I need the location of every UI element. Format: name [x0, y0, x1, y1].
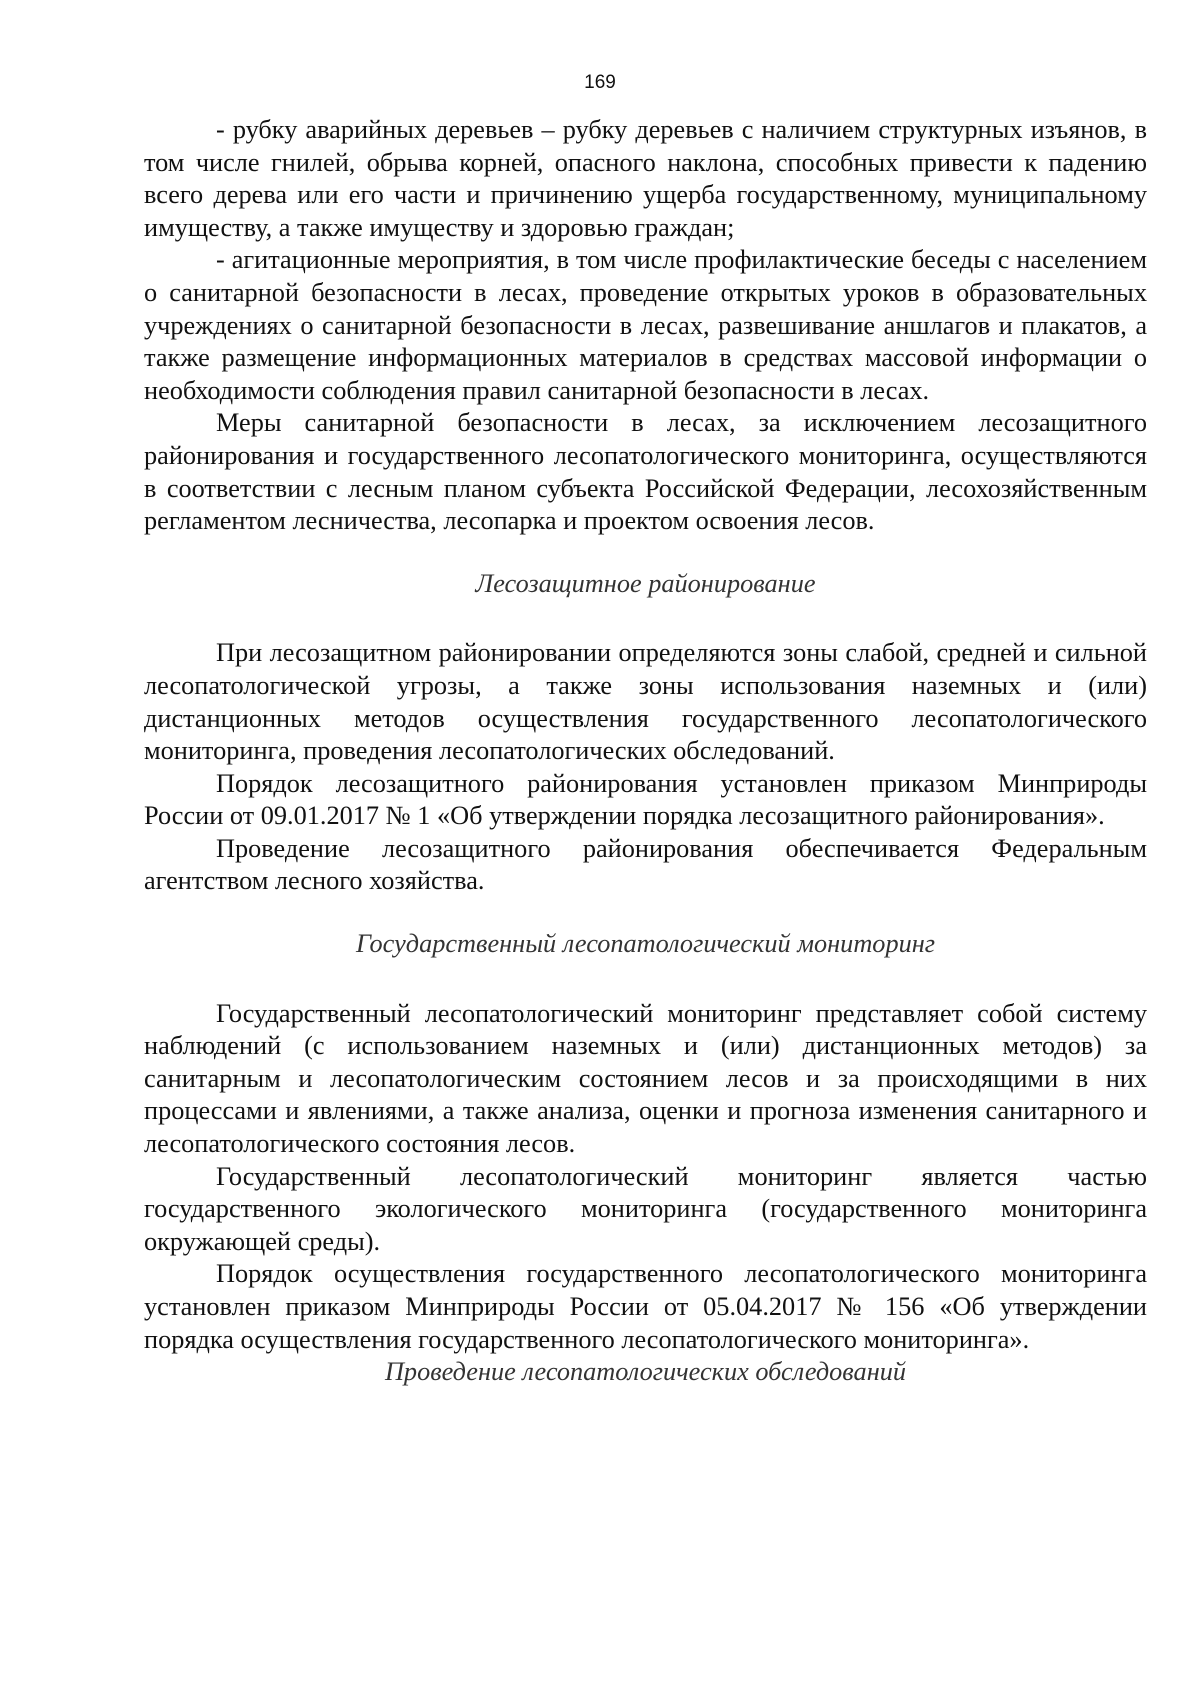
heading-forest-protection-zoning: Лесозащитное районирование	[475, 568, 816, 598]
paragraph-agitation-events: - агитационные мероприятия, в том числе профилактические беседы с населением о санитарной безопасности в лесах, проведение открытых уроков в образовательных учреждениях о санитарной безопасности в лесах, развешивание аншлагов и плакатов, а также размещение информационных материалов в средствах массовой информации о необходимости соблюдения правил санитарной безопасности в лесах.	[144, 245, 1147, 405]
page-number: 169	[584, 72, 616, 93]
paragraph-zoning-order: Порядок лесозащитного районирования установлен приказом Минприроды России от 09.01.2017 № 1 «Об утверждении порядка лесозащитного районирования».	[144, 768, 1147, 831]
paragraph-monitoring-order: Порядок осуществления государственного лесопатологического мониторинга установлен приказом Минприроды России от 05.04.2017 № 156 «Об утверждении порядка осуществления государственного лесопатологического мониторинга».	[144, 1259, 1147, 1354]
paragraph-zoning-zones: При лесозащитном районировании определяются зоны слабой, средней и сильной лесопатологической угрозы, а также зоны использования наземных и (или) дистанционных методов осуществления государственного лесопатологического мониторинга, проведения лесопатологических обследований.	[144, 638, 1147, 766]
paragraph-sanitary-measures: Меры санитарной безопасности в лесах, за исключением лесозащитного районирования и государственного лесопатологического мониторинга, осуществляются в соответствии с лесным планом субъекта Российской Федерации, лесохозяйственным регламентом лесничества, лесопарка и проектом освоения лесов.	[144, 408, 1147, 536]
heading-pathology-surveys: Проведение лесопатологических обследований	[384, 1357, 907, 1387]
paragraph-monitoring-definition: Государственный лесопатологический мониторинг представляет собой систему наблюдений (с использованием наземных и (или) дистанционных методов) за санитарным и лесопатологическим состоянием лесов и за происходящими в них процессами и явлениями, а также анализа, оценки и прогноза изменения санитарного и лесопатологического состояния лесов.	[144, 998, 1147, 1159]
paragraph-emergency-felling: - рубку аварийных деревьев – рубку деревьев с наличием структурных изъянов, в том числе гнилей, обрыва корней, опасного наклона, способных привести к падению всего дерева или его части и причинению ущерба государственному, муниципальному имуществу, а также имуществу и здоровью граждан;	[144, 115, 1147, 242]
page-content	[144, 114, 1147, 1389]
heading-state-monitoring: Государственный лесопатологический мониторинг	[355, 929, 936, 959]
paragraph-zoning-agency: Проведение лесозащитного районирования обеспечивается Федеральным агентством лесного хозяйства.	[144, 833, 1147, 896]
paragraph-monitoring-part-of: Государственный лесопатологический мониторинг является частью государственного экологического мониторинга (государственного мониторинга окружающей среды).	[144, 1161, 1147, 1256]
